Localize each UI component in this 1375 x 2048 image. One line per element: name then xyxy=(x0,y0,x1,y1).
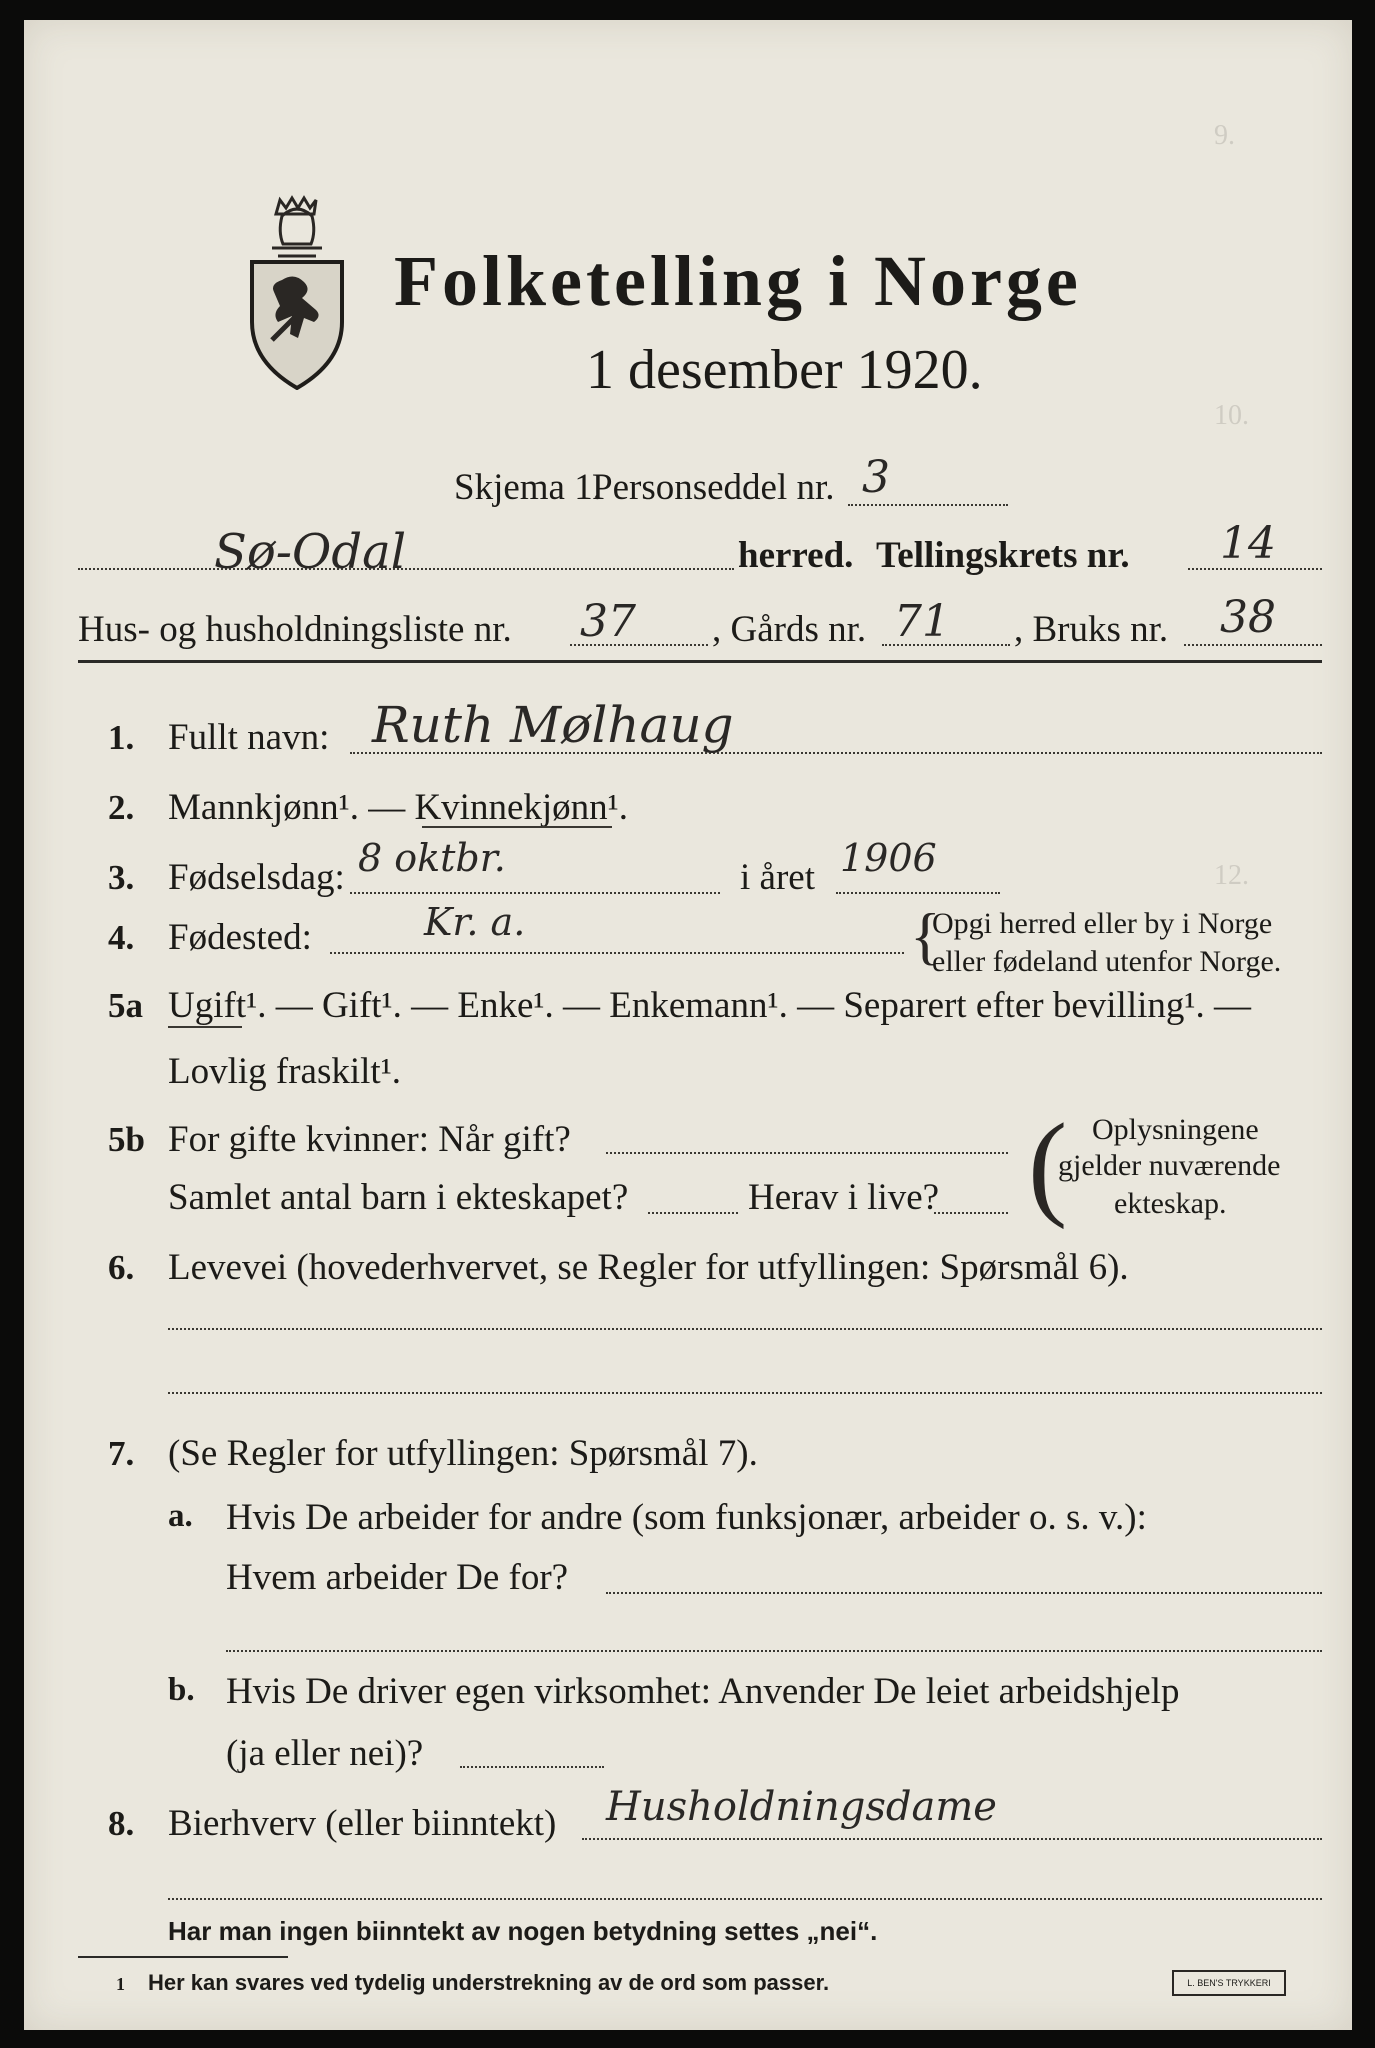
q6-number: 6. xyxy=(108,1248,135,1287)
q5a-line2: Lovlig fraskilt¹. xyxy=(168,1051,402,1092)
header-divider xyxy=(78,660,1322,663)
q5b-married-line xyxy=(606,1152,1008,1154)
hus-value: 37 xyxy=(580,596,636,647)
q7b-letter: b. xyxy=(168,1672,195,1708)
q5b-note3: ekteskap. xyxy=(1114,1187,1227,1220)
q5b-children-line xyxy=(648,1212,738,1214)
tellingskrets-label: Tellingskrets nr. xyxy=(876,535,1130,576)
bleed-through-text: 9. xyxy=(1214,120,1235,151)
personseddel-line xyxy=(848,504,1008,506)
q4-answer: Kr. a. xyxy=(424,900,526,944)
q3-answer: 8 oktbr. xyxy=(358,836,506,880)
q3-label: Fødselsdag: xyxy=(168,857,345,898)
q6-label: Levevei (hovederhvervet, se Regler for utfyllingen: Spørsmål 6). xyxy=(168,1247,1129,1288)
q4-number: 4. xyxy=(108,918,135,957)
q7b-line1: Hvis De driver egen virksomhet: Anvender De leiet arbeidshjelp xyxy=(226,1671,1180,1712)
q5b-line2b: Herav i live? xyxy=(748,1177,940,1218)
q7-label: (Se Regler for utfyllingen: Spørsmål 7). xyxy=(168,1433,758,1474)
hus-label: Hus- og husholdningsliste nr. xyxy=(78,609,512,650)
q7b-line2: (ja eller nei)? xyxy=(226,1733,424,1774)
footnote-divider xyxy=(78,1956,288,1958)
bruks-line xyxy=(1184,644,1322,646)
q1-label: Fullt navn: xyxy=(168,717,330,758)
q8-number: 8. xyxy=(108,1804,135,1843)
q7a-letter: a. xyxy=(168,1498,193,1534)
q8-answer: Husholdningsdame xyxy=(606,1784,997,1830)
printer-stamp: L. BEN'S TRYKKERI xyxy=(1172,1970,1286,1996)
skjema-label: Skjema 1. xyxy=(454,467,602,508)
q2-number: 2. xyxy=(108,788,135,827)
q6-line-2 xyxy=(168,1392,1322,1394)
tellingskrets-value: 14 xyxy=(1220,518,1276,569)
q7a-line-2 xyxy=(226,1650,1322,1652)
q4-label: Fødested: xyxy=(168,917,312,958)
q5b-alive-line xyxy=(934,1212,1008,1214)
q7a-line2: Hvem arbeider De for? xyxy=(226,1557,569,1598)
q5b-note-brace: ( xyxy=(1028,1099,1068,1230)
personseddel-label: Personseddel nr. xyxy=(592,467,835,508)
census-form-page xyxy=(24,20,1352,2030)
q8-label: Bierhverv (eller biinntekt) xyxy=(168,1803,557,1844)
q3-year-line xyxy=(836,892,1000,894)
herred-value: Sø-Odal xyxy=(214,524,407,580)
personseddel-value: 3 xyxy=(862,452,890,503)
q5a-line1: Ugift¹. — Gift¹. — Enke¹. — Enkemann¹. — Separert efter bevilling¹. — xyxy=(168,985,1251,1026)
q1-answer: Ruth Mølhaug xyxy=(372,696,734,754)
q7a-line1: Hvis De arbeider for andre (som funksjonær, arbeider o. s. v.): xyxy=(226,1497,1147,1538)
q7b-line xyxy=(460,1766,604,1768)
q5a-number: 5a xyxy=(108,986,143,1025)
q3-number: 3. xyxy=(108,858,135,897)
q4-note-line2: eller fødeland utenfor Norge. xyxy=(932,945,1282,978)
gards-value: 71 xyxy=(894,596,950,647)
bruks-label: , Bruks nr. xyxy=(1014,609,1169,650)
q2-underline-mark xyxy=(422,826,612,828)
q5b-line1: For gifte kvinner: Når gift? xyxy=(168,1119,571,1160)
form-date: 1 desember 1920. xyxy=(586,339,983,401)
form-title: Folketelling i Norge xyxy=(394,241,1082,321)
q5b-note2: gjelder nuværende xyxy=(1058,1149,1281,1182)
q2-label: Mannkjønn¹. — Kvinnekjønn¹. xyxy=(168,787,628,828)
q4-note-brace: { xyxy=(910,900,941,971)
q8-line-2 xyxy=(168,1898,1322,1900)
bleed-through-text: 12. xyxy=(1214,860,1249,891)
q5b-number: 5b xyxy=(108,1120,145,1159)
q4-line xyxy=(330,952,904,954)
footnote-mark: 1 xyxy=(116,1974,125,1994)
q5b-note1: Oplysningene xyxy=(1092,1113,1259,1146)
bruks-value: 38 xyxy=(1220,592,1276,643)
q7-number: 7. xyxy=(108,1434,135,1473)
q5a-underline-mark xyxy=(168,1026,242,1028)
gards-label: , Gårds nr. xyxy=(712,609,867,650)
norway-coat-of-arms-icon xyxy=(242,190,352,390)
q3-line xyxy=(350,892,720,894)
q3-year-value: 1906 xyxy=(840,836,937,880)
q6-line-1 xyxy=(168,1328,1322,1330)
biinntekt-note: Har man ingen biinntekt av nogen betydning settes „nei“. xyxy=(168,1916,878,1946)
q7a-line xyxy=(606,1592,1322,1594)
herred-label: herred. xyxy=(738,535,854,576)
q5b-line2a: Samlet antal barn i ekteskapet? xyxy=(168,1177,629,1218)
q3-year-label: i året xyxy=(740,857,815,898)
footnote-text: Her kan svares ved tydelig understrekning av de ord som passer. xyxy=(148,1970,830,1995)
q8-line xyxy=(582,1838,1322,1840)
q4-note-line1: Opgi herred eller by i Norge xyxy=(932,907,1273,940)
q1-number: 1. xyxy=(108,718,135,757)
bleed-through-text: 10. xyxy=(1214,400,1249,431)
